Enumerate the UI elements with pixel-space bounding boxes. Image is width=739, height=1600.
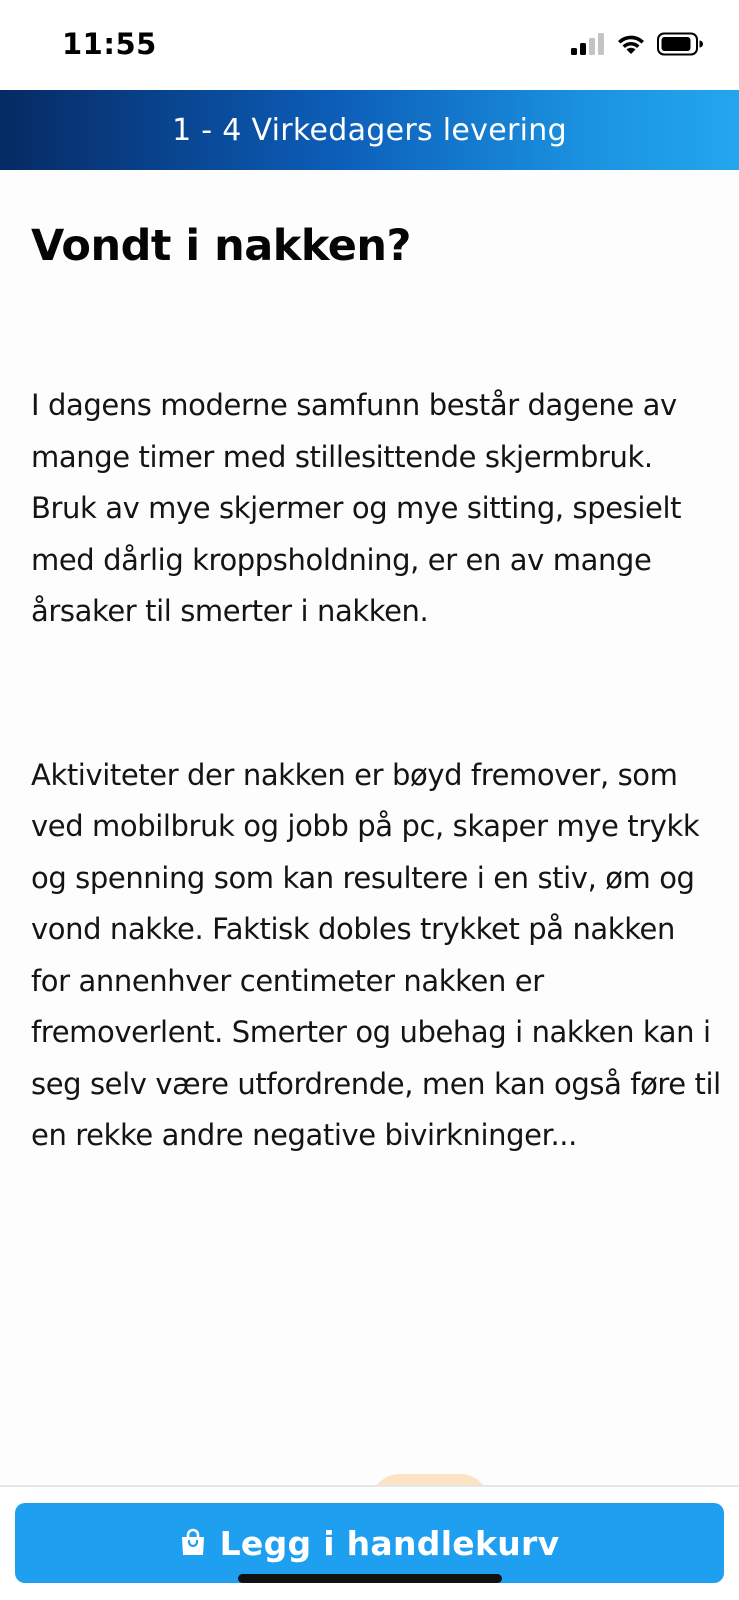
delivery-banner — [0, 90, 739, 170]
add-to-cart-button[interactable] — [15, 1503, 724, 1583]
wifi-icon — [615, 32, 647, 60]
battery-icon — [657, 32, 703, 60]
delivery-banner-text: 1 - 4 Virkedagers levering — [172, 112, 567, 148]
article-paragraph: Aktiviteter der nakken er bøyd fremover, som ved mobilbruk og jobb på pc, skaper mye trykk og spenning som kan resultere i en stiv, øm og vond nakke. Faktisk dobles trykket på nakken for annenhver centimeter nakken er fremoverlent. Smerter og ubehag i nakken kan i seg selv være utfordrende, men kan også føre til en rekke andre negative bivirkninger... — [31, 757, 721, 1152]
status-bar — [0, 0, 739, 90]
home-indicator — [238, 1574, 502, 1583]
article-paragraph: I dagens moderne samfunn består dagene av mange timer med stillesittende skjermbruk. Bruk av mye skjermer og mye sitting, spesielt med dårlig kroppsholdning, er en av mange årsaker til smerter i nakken. — [31, 388, 682, 628]
cellular-signal-icon — [571, 33, 605, 59]
add-to-cart-label: Legg i handlekurv — [219, 1523, 560, 1563]
article-content — [31, 170, 721, 1162]
status-time: 11:55 — [62, 27, 157, 61]
article-title: Vondt i nakken? — [31, 221, 411, 271]
status-icons — [571, 33, 703, 59]
shopping-bag-icon — [180, 1528, 206, 1559]
